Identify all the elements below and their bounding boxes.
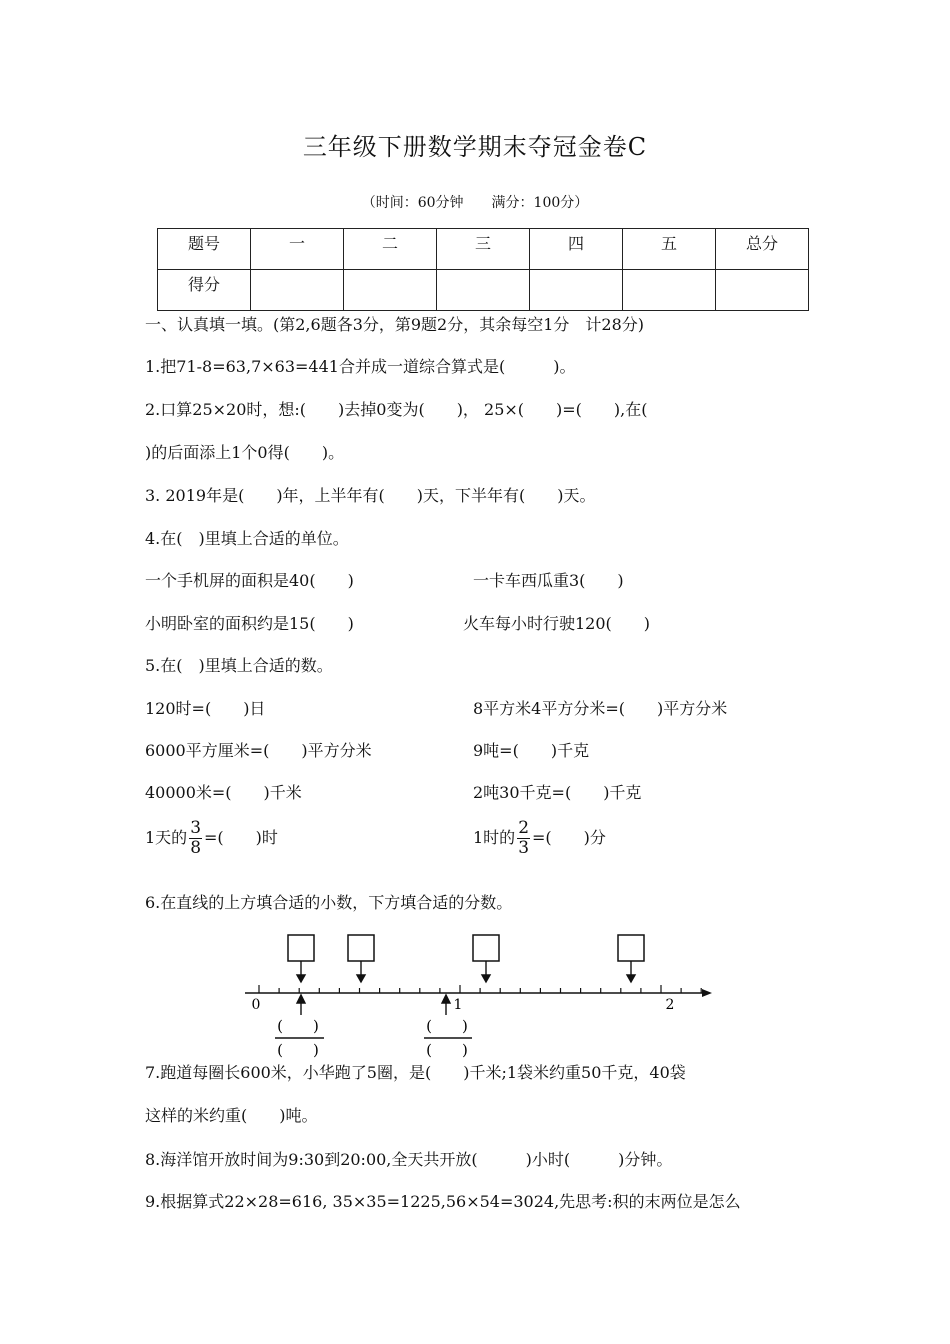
score-cell[interactable] <box>251 270 344 311</box>
arrow-head <box>357 975 365 982</box>
question-5-item: 9吨=( )千克 <box>473 741 590 760</box>
answer-box[interactable] <box>288 935 314 961</box>
question-1: 1.把71-8=63,7×63=441合并成一道综合算式是( )。 <box>145 357 576 376</box>
score-header-cell: 五 <box>623 229 716 270</box>
score-cell[interactable] <box>344 270 437 311</box>
question-7-line-1: 7.跑道每圈长600米，小华跑了5圈，是( )千米;1袋米约重50千克，40袋 <box>145 1063 686 1082</box>
question-6: 6.在直线的上方填合适的小数，下方填合适的分数。 <box>145 893 513 912</box>
question-4-item: 小明卧室的面积约是15( ) <box>145 614 354 633</box>
fraction-blank-numerator[interactable]: ( ) <box>277 1017 319 1035</box>
fraction-numerator: 2 <box>518 818 530 838</box>
score-cell[interactable] <box>437 270 530 311</box>
question-2-line-1: 2.口算25×20时，想:( )去掉0变为( )， 25×( )=( ),在( <box>145 400 648 419</box>
fraction-denominator: 8 <box>190 838 202 858</box>
fraction-blank-denominator[interactable]: ( ) <box>426 1041 468 1059</box>
score-cell[interactable] <box>530 270 623 311</box>
question-5-item: 2吨30千克=( )千克 <box>473 783 642 802</box>
question-5-fraction-item <box>145 820 278 857</box>
question-4: 4.在( )里填上合适的单位。 <box>145 529 349 548</box>
fraction-suffix: =( )时 <box>204 828 278 847</box>
axis-label-2: 2 <box>665 997 675 1013</box>
answer-box[interactable] <box>473 935 499 961</box>
answer-box[interactable] <box>618 935 644 961</box>
score-header-cell: 四 <box>530 229 623 270</box>
score-header-cell: 二 <box>344 229 437 270</box>
question-5-item: 120时=( )日 <box>145 699 266 718</box>
arrow-head <box>442 995 450 1003</box>
fraction-numerator: 3 <box>190 818 202 838</box>
question-5-item: 6000平方厘米=( )平方分米 <box>145 741 372 760</box>
arrow-head <box>482 975 490 982</box>
score-cell[interactable] <box>623 270 716 311</box>
question-5-item: 8平方米4平方分米=( )平方分米 <box>473 699 728 718</box>
question-8: 8.海洋馆开放时间为9:30到20:00,全天共开放( )小时( )分钟。 <box>145 1150 673 1169</box>
fraction-denominator: 3 <box>518 838 530 858</box>
arrow-head <box>627 975 635 982</box>
answer-box[interactable] <box>348 935 374 961</box>
fraction-suffix: =( )分 <box>532 828 606 847</box>
exam-info: （时间：60分钟 满分：100分） <box>361 195 589 211</box>
question-5: 5.在( )里填上合适的数。 <box>145 656 333 675</box>
question-4-item: 一卡车西瓜重3( ) <box>473 571 624 590</box>
question-5-fraction-item <box>473 820 606 857</box>
score-table-score-row <box>158 270 809 311</box>
fraction-prefix: 1时的 <box>473 828 516 847</box>
axis-label-0: 0 <box>251 997 261 1013</box>
score-cell[interactable] <box>716 270 809 311</box>
score-header-cell: 一 <box>251 229 344 270</box>
axis-arrow <box>702 989 712 997</box>
question-7-line-2: 这样的米约重( )吨。 <box>145 1106 318 1125</box>
score-header-cell: 题号 <box>158 229 251 270</box>
page-title: 三年级下册数学期末夺冠金卷C <box>302 133 648 161</box>
fraction-blank-denominator[interactable]: ( ) <box>277 1041 319 1059</box>
score-table-header-row <box>158 229 809 270</box>
question-3: 3. 2019年是( )年，上半年有( )天，下半年有( )天。 <box>145 486 596 505</box>
fraction-blank-numerator[interactable]: ( ) <box>426 1017 468 1035</box>
arrow-head <box>297 975 305 982</box>
question-5-item: 40000米=( )千米 <box>145 783 302 802</box>
question-4-item: 一个手机屏的面积是40( ) <box>145 571 354 590</box>
axis-ticks <box>259 985 701 993</box>
fraction <box>517 820 530 857</box>
section-heading: 一、认真填一填。(第2,6题各3分，第9题2分，其余每空1分 计28分) <box>145 315 645 334</box>
arrow-head <box>297 995 305 1003</box>
score-header-cell: 三 <box>437 229 530 270</box>
score-table <box>157 228 809 311</box>
number-line-diagram <box>240 925 720 1065</box>
question-9: 9.根据算式22×28=616, 35×35=1225,56×54=3024,先思考:积的末两位是怎么 <box>145 1192 741 1211</box>
score-row-label: 得分 <box>158 270 251 311</box>
fraction-prefix: 1天的 <box>145 828 188 847</box>
question-2-line-2: )的后面添上1个0得( )。 <box>145 443 345 462</box>
score-header-cell: 总分 <box>716 229 809 270</box>
fraction <box>189 820 202 857</box>
axis-label-1: 1 <box>453 997 463 1013</box>
question-4-item: 火车每小时行驶120( ) <box>463 614 651 633</box>
